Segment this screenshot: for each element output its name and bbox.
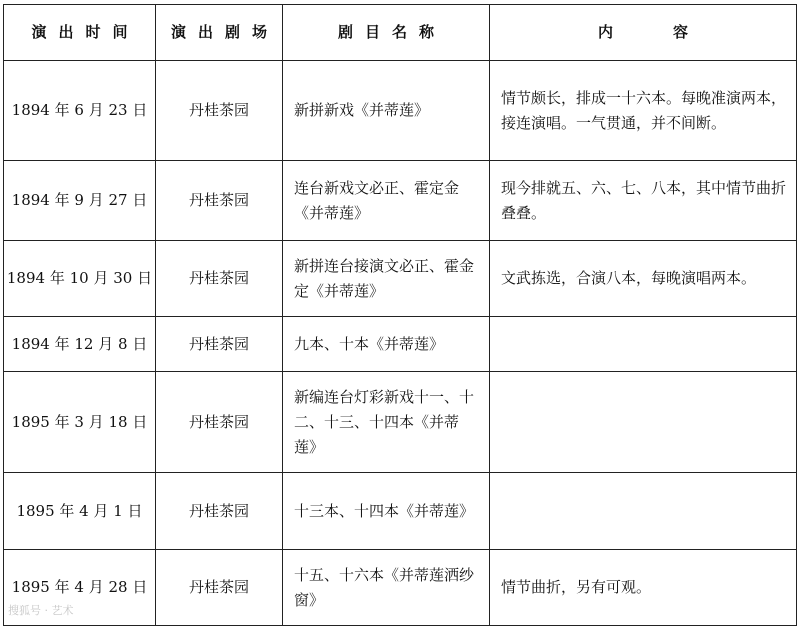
table-row [4, 473, 797, 550]
table-header-row [4, 5, 797, 61]
header-play: 剧目名称 [283, 5, 490, 61]
cell-theater: 丹桂茶园 [156, 372, 283, 473]
cell-date: 1895 年 4 月 1 日 [4, 473, 156, 550]
cell-theater: 丹桂茶园 [156, 161, 283, 241]
header-theater: 演出剧场 [156, 5, 283, 61]
cell-date: 1894 年 6 月 23 日 [4, 61, 156, 161]
cell-play: 十五、十六本《并蒂莲洒纱窗》 [283, 550, 490, 626]
watermark: 搜狐号 · 艺术 [8, 604, 74, 617]
cell-theater: 丹桂茶园 [156, 61, 283, 161]
cell-content [490, 473, 797, 550]
cell-content: 情节颇长，排成一十六本。每晚准演两本，接连演唱。一气贯通，并不间断。 [490, 61, 797, 161]
table-row [4, 61, 797, 161]
header-content: 内容 [490, 5, 797, 61]
cell-date: 1894 年 9 月 27 日 [4, 161, 156, 241]
table-row [4, 317, 797, 372]
cell-theater: 丹桂茶园 [156, 550, 283, 626]
cell-play: 新编连台灯彩新戏十一、十二、十三、十四本《并蒂莲》 [283, 372, 490, 473]
cell-content: 文武拣选，合演八本，每晚演唱两本。 [490, 241, 797, 317]
cell-theater: 丹桂茶园 [156, 317, 283, 372]
table-row [4, 241, 797, 317]
cell-theater: 丹桂茶园 [156, 473, 283, 550]
cell-play: 新拼连台接演文必正、霍金定《并蒂莲》 [283, 241, 490, 317]
cell-content: 情节曲折，另有可观。 [490, 550, 797, 626]
cell-date: 1895 年 3 月 18 日 [4, 372, 156, 473]
table-row [4, 161, 797, 241]
cell-play: 九本、十本《并蒂莲》 [283, 317, 490, 372]
cell-play: 新拼新戏《并蒂莲》 [283, 61, 490, 161]
cell-date: 1894 年 12 月 8 日 [4, 317, 156, 372]
cell-theater: 丹桂茶园 [156, 241, 283, 317]
performance-table [3, 4, 797, 626]
cell-date: 1895 年 4 月 28 日 [4, 550, 156, 626]
cell-play: 连台新戏文必正、霍定金《并蒂莲》 [283, 161, 490, 241]
cell-content: 现今排就五、六、七、八本，其中情节曲折叠叠。 [490, 161, 797, 241]
cell-content [490, 372, 797, 473]
cell-date: 1894 年 10 月 30 日 [4, 241, 156, 317]
cell-content [490, 317, 797, 372]
header-date: 演出时间 [4, 5, 156, 61]
cell-play: 十三本、十四本《并蒂莲》 [283, 473, 490, 550]
table-row [4, 372, 797, 473]
table-row [4, 550, 797, 626]
